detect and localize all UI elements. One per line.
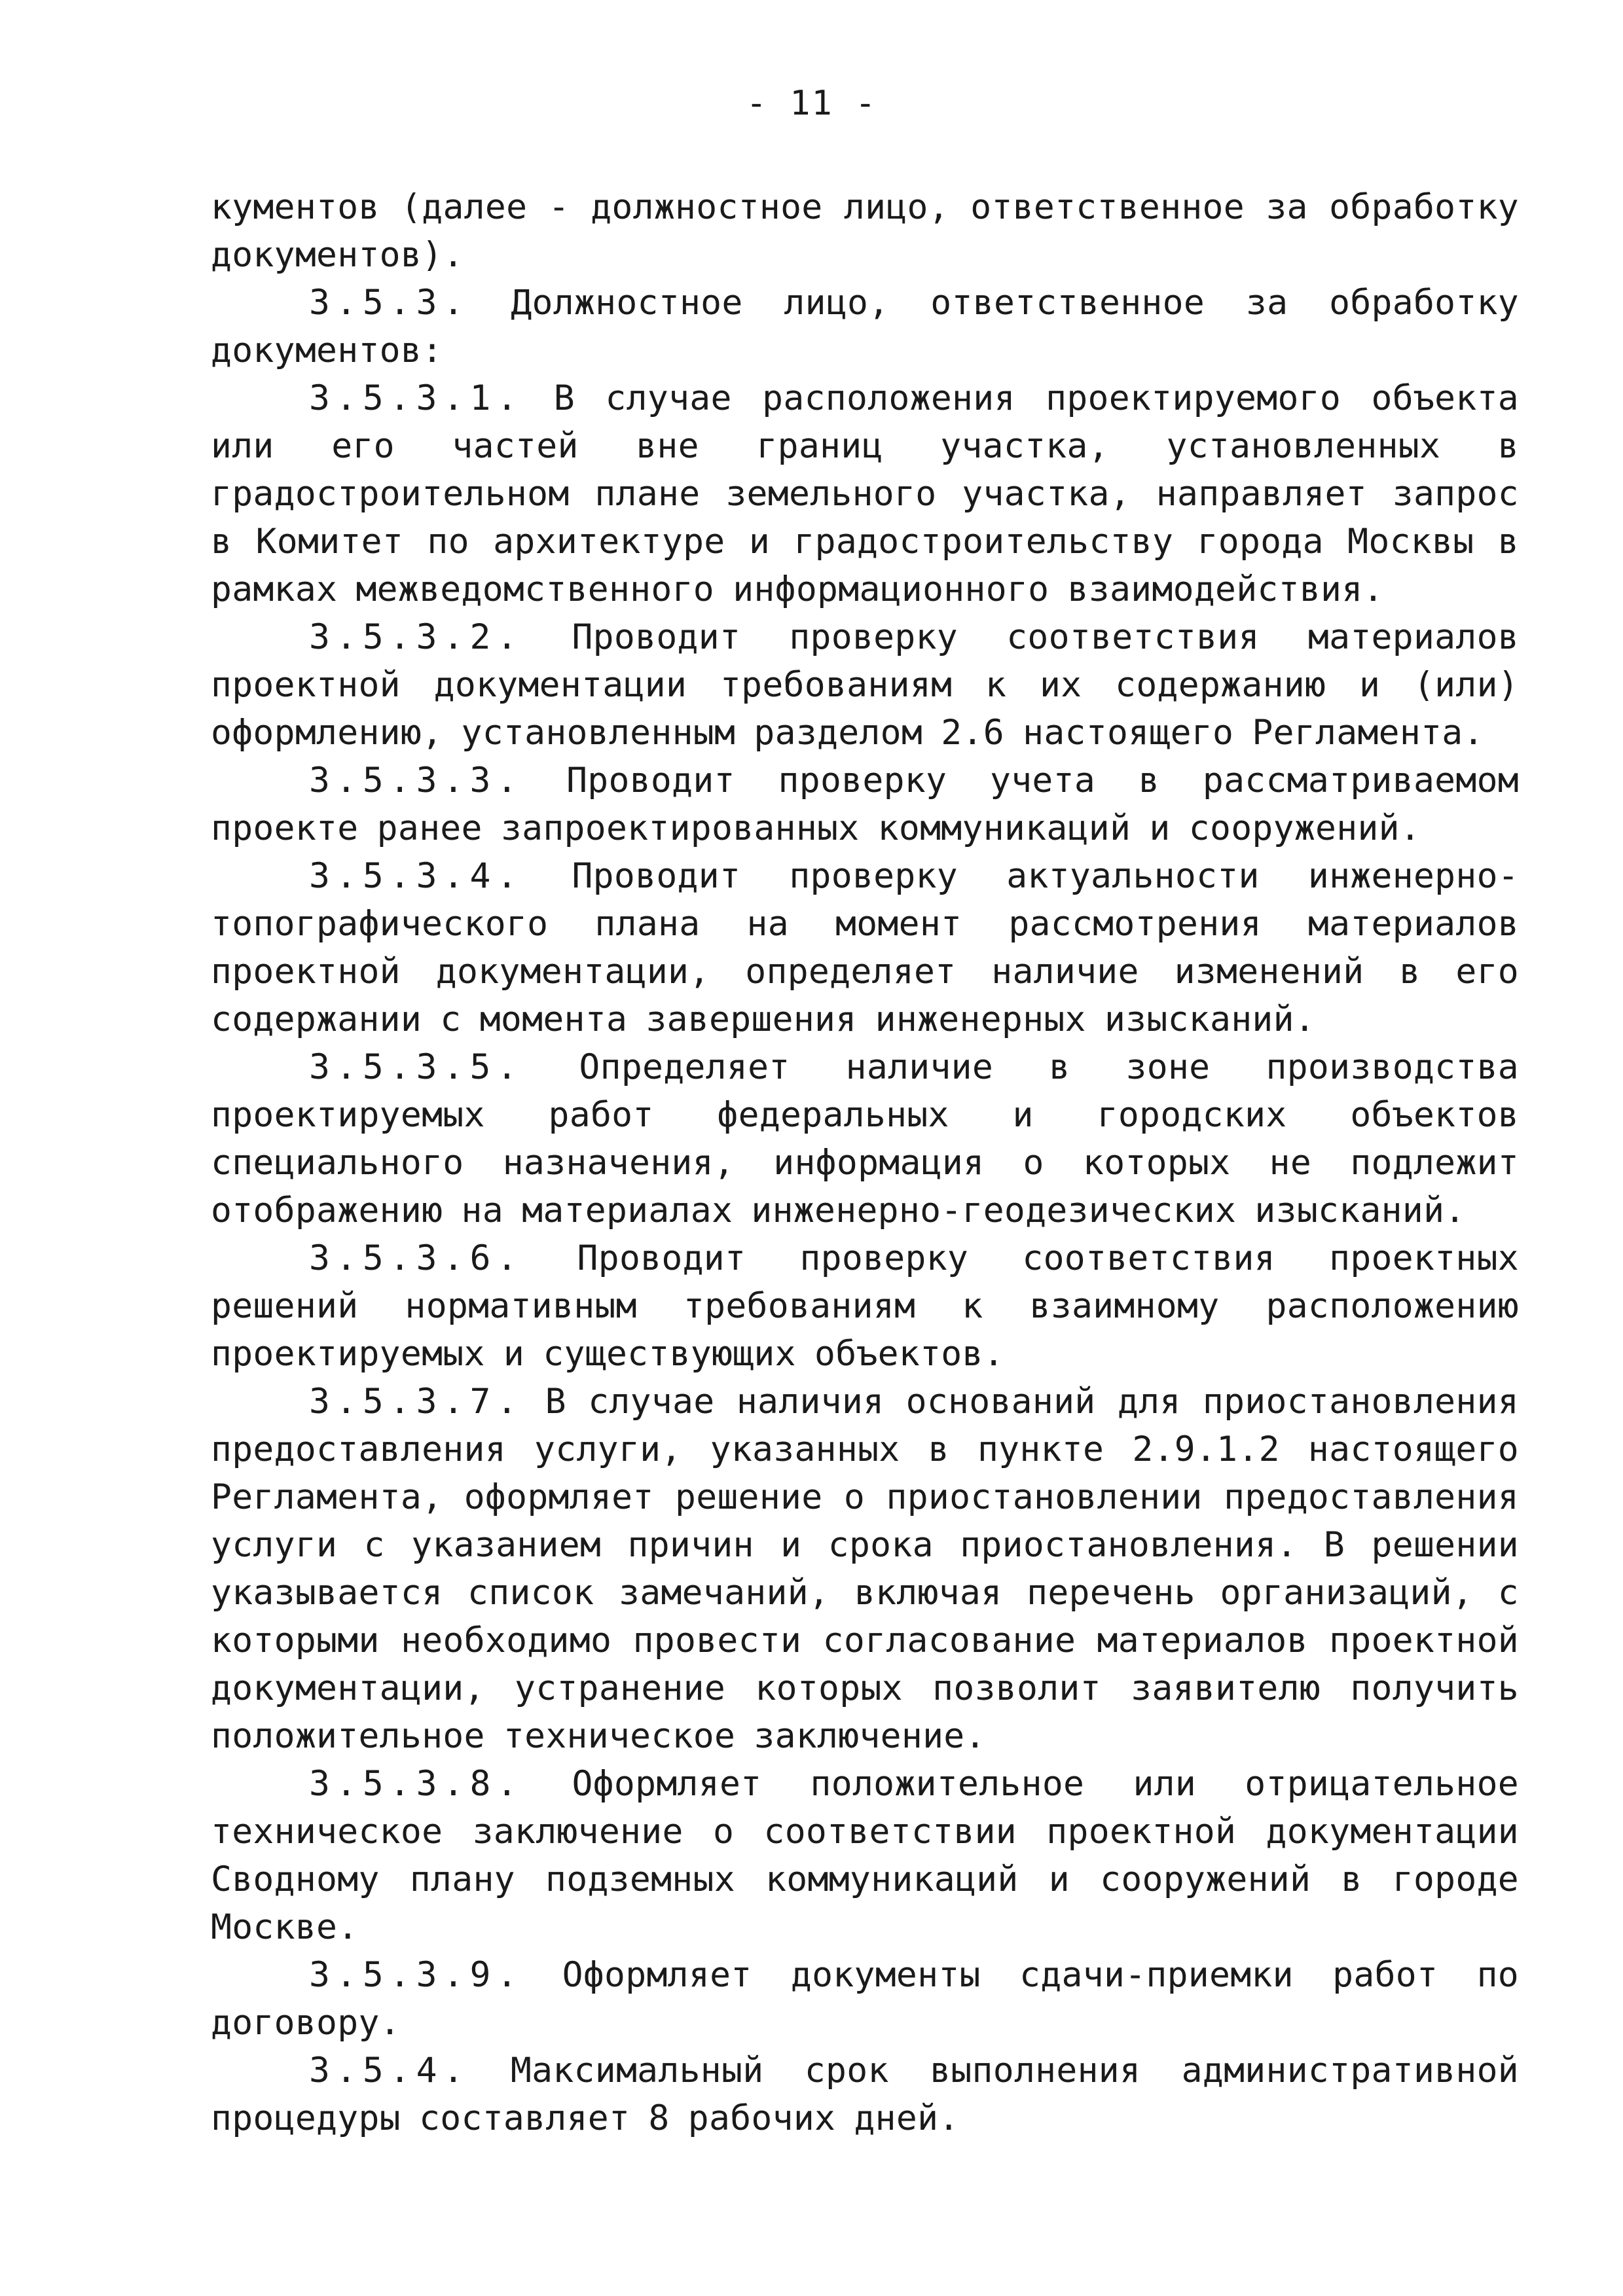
paragraph-text: Проводит проверку учета в рассматриваемом проекте ранее запроектированных коммуникаций и сооружений. [211,761,1519,848]
document-body [211,183,1519,2142]
paragraph-3-5-3-1 [211,374,1519,613]
clause-number: 3.5.3.8. [309,1764,524,1804]
paragraph-text: Определяет наличие в зоне производства проектируемых работ федеральных и городских объектов специального назначения, информация о которых не подлежит отображению на материалах инженерно-геодезических изысканий. [211,1047,1519,1230]
paragraph-text: Должностное лицо, ответственное за обработку документов: [211,283,1519,370]
paragraph-3-5-3-6 [211,1234,1519,1378]
paragraph-text: кументов (далее - должностное лицо, ответственное за обработку документов). [211,187,1519,275]
clause-number: 3.5.3.5. [309,1047,524,1087]
paragraph-3-5-3-7 [211,1378,1519,1760]
paragraph-3-5-3-2 [211,613,1519,757]
paragraph-3-5-4 [211,2047,1519,2142]
clause-number: 3.5.3.1. [309,378,524,418]
paragraph-text: Максимальный срок выполнения административной процедуры составляет 8 рабочих дней. [211,2051,1519,2138]
paragraph-text: В случае расположения проектируемого объекта или его частей вне границ участка, установленных в градостроительном плане земельного участка, направляет запрос в Комитет по архитектуре и градостроительству города Москвы в рамках межведомственного информационного взаимодействия. [211,378,1519,609]
paragraph-text: Оформляет положительное или отрицательное техническое заключение о соответствии проектной документации Сводному плану подземных коммуникаций и сооружений в городе Москве. [211,1764,1519,1947]
clause-number: 3.5.3.7. [309,1382,524,1422]
paragraph-continuation [211,183,1519,279]
clause-number: 3.5.3.3. [309,761,524,800]
paragraph-text: Проводит проверку соответствия проектных решений нормативным требованиям к взаимному расположению проектируемых и существующих объектов. [211,1238,1519,1374]
clause-number: 3.5.4. [309,2051,470,2090]
clause-number: 3.5.3.4. [309,856,524,896]
clause-number: 3.5.3. [309,283,470,323]
paragraph-3-5-3-5 [211,1043,1519,1234]
paragraph-text: В случае наличия оснований для приостановления предоставления услуги, указанных в пункте 2.9.1.2 настоящего Регламента, оформляет решение о приостановлении предоставления услуги с указанием причин и срока приостановления. В решении указывается список замечаний, включая перечень организаций, с которыми необходимо провести согласование материалов проектной документации, устранение которых позволит заявителю получить положительное техническое заключение. [211,1382,1519,1756]
clause-number: 3.5.3.2. [309,617,524,657]
paragraph-3-5-3-4 [211,852,1519,1043]
paragraph-3-5-3-9 [211,1951,1519,2047]
clause-number: 3.5.3.9. [309,1955,524,1995]
paragraph-text: Проводит проверку соответствия материалов проектной документации требованиям к их содержанию и (или) оформлению, установленным разделом 2.6 настоящего Регламента. [211,617,1519,753]
clause-number: 3.5.3.6. [309,1238,524,1278]
page-number: - 11 - [746,84,877,123]
paragraph-3-5-3 [211,279,1519,374]
paragraph-3-5-3-3 [211,757,1519,852]
paragraph-text: Проводит проверку актуальности инженерно-топографического плана на момент рассмотрения материалов проектной документации, определяет наличие изменений в его содержании с момента завершения инженерных изысканий. [211,856,1519,1039]
paragraph-text: Оформляет документы сдачи-приемки работ по договору. [211,1955,1519,2043]
paragraph-3-5-3-8 [211,1760,1519,1951]
